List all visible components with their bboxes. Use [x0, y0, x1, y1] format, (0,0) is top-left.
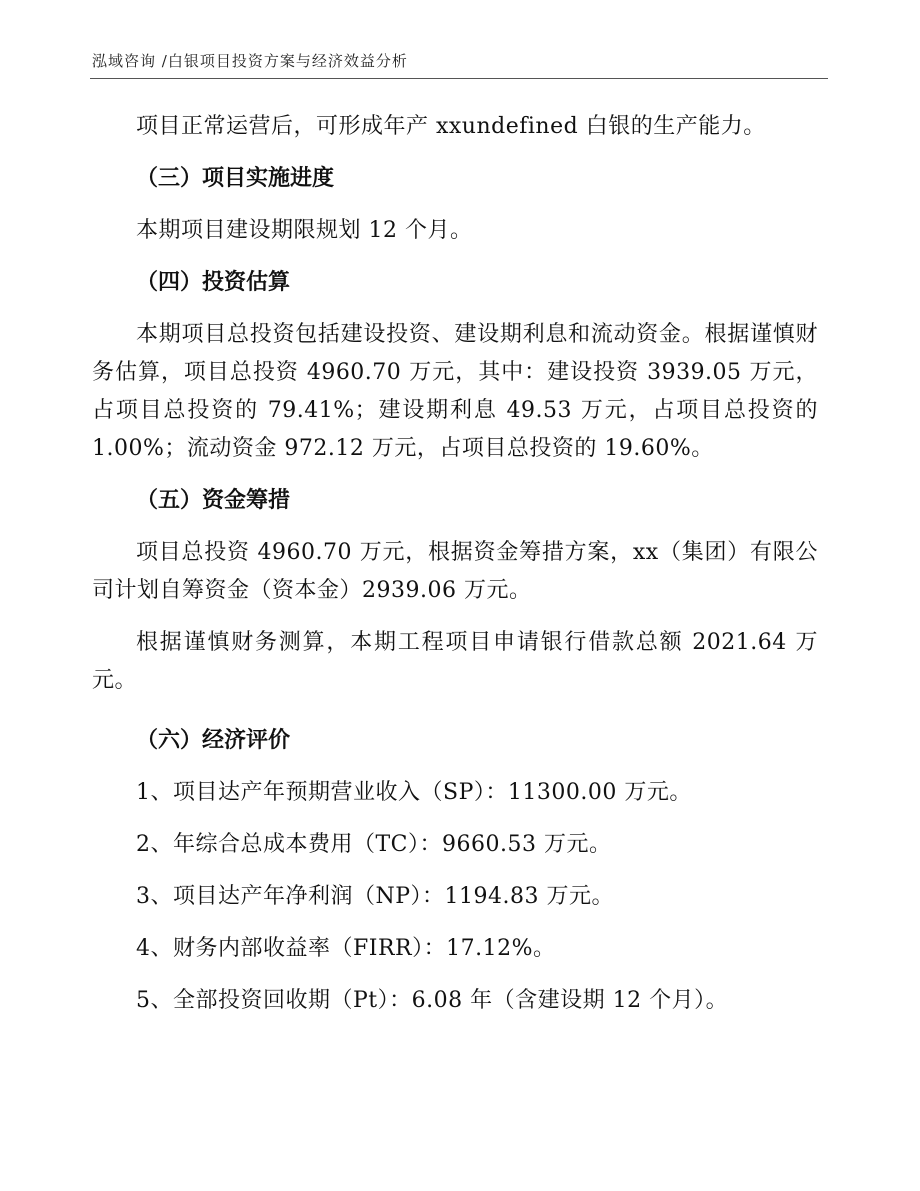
economic-item-payback: 5、全部投资回收期（Pt）：6.08 年（含建设期 12 个月）。 — [136, 988, 729, 1013]
economic-item-cost: 2、年综合总成本费用（TC）：9660.53 万元。 — [136, 832, 612, 857]
funding-paragraph-2: 根据谨慎财务测算，本期工程项目申请银行借款总额 2021.64 万元。 — [92, 630, 818, 693]
economic-item-revenue: 1、项目达产年预期营业收入（SP）：11300.00 万元。 — [136, 780, 692, 805]
economic-item-firr: 4、财务内部收益率（FIRR）：17.12%。 — [136, 936, 556, 961]
page-header: 泓域咨询 /白银项目投资方案与经济效益分析 — [92, 52, 408, 70]
economic-item-profit: 3、项目达产年净利润（NP）：1194.83 万元。 — [136, 884, 615, 909]
schedule-heading: （三）项目实施进度 — [136, 166, 335, 191]
header-divider — [90, 78, 828, 79]
investment-heading: （四）投资估算 — [136, 270, 291, 295]
investment-paragraph: 本期项目总投资包括建设投资、建设期利息和流动资金。根据谨慎财务估算，项目总投资 4960.70 万元，其中：建设投资 3939.05 万元，占项目总投资的 79.41%；建设期利息 49.53 万元，占项目总投资的 1.00%；流动资金 972.12 万元，占项目总投资的 19.60%。 — [92, 322, 818, 461]
capacity-paragraph: 项目正常运营后，可形成年产 xxundefined 白银的生产能力。 — [136, 114, 766, 139]
funding-paragraph-1: 项目总投资 4960.70 万元，根据资金筹措方案，xx（集团）有限公司计划自筹资金（资本金）2939.06 万元。 — [92, 540, 818, 603]
funding-heading: （五）资金筹措 — [136, 488, 291, 513]
schedule-paragraph: 本期项目建设期限规划 12 个月。 — [136, 218, 473, 243]
economic-heading: （六）经济评价 — [136, 728, 291, 753]
document-body — [92, 108, 818, 1020]
